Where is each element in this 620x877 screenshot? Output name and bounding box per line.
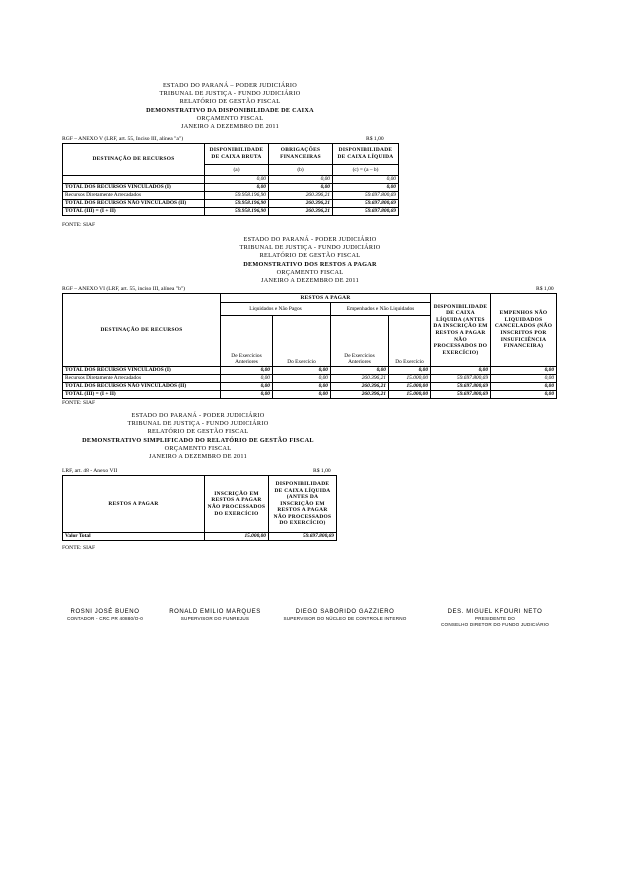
cell-value: 0,00 [221, 383, 273, 391]
cell-value: 0,00 [331, 367, 389, 375]
col-header-cancelled: EMPENHOS NÃO LIQUIDADOS CANCELADOS (NÃO INSCRITOS POR INSUFICIÊNCIA FINANCEIRA) [491, 294, 557, 367]
cell-value: 0,00 [273, 383, 331, 391]
report-header-payables [200, 236, 420, 285]
cell-value: 260.396,21 [269, 200, 333, 208]
report-header-simplified [78, 412, 318, 461]
cash-availability-table [62, 143, 399, 216]
header-line: ORÇAMENTO FISCAL [196, 114, 264, 122]
header-line: RELATÓRIO DE GESTÃO FISCAL [179, 98, 281, 106]
report-header-cash [120, 82, 340, 131]
cell-value: 0,00 [491, 391, 557, 399]
signature-president [425, 608, 565, 628]
header-line: ESTADO DO PARANÁ - PODER JUDICIÁRIO [131, 412, 265, 419]
col-header-net-cash: DISPONIBILIDADE DE CAIXA LÍQUIDA (ANTES DA INSCRIÇÃO EM RESTOS A PAGAR NÃO PROCESSADOS DO EXERCÍCIO) [269, 476, 337, 533]
table-header-row [63, 476, 337, 533]
row-label: Valor Total [63, 533, 205, 541]
cell-value: 260.396,21 [331, 383, 389, 391]
cell-value: 0,00 [431, 367, 491, 375]
cell-value: 59.697.800,69 [333, 200, 399, 208]
col-sub-a: (a) [205, 165, 269, 176]
table-row [63, 383, 557, 391]
cell-value: 15.000,00 [205, 533, 269, 541]
header-line: RELATÓRIO DE GESTÃO FISCAL [259, 252, 361, 260]
table-row [63, 533, 337, 541]
table-row [63, 200, 399, 208]
signatory-name: ROSNI JOSÉ BUENO [70, 609, 140, 615]
table1-reference: RGF – ANEXO V (LRF, art. 55, Inciso III, alínea "a") [62, 136, 184, 142]
table-row [63, 192, 399, 200]
col-header-gross-cash: DISPONIBILIDADE DE CAIXA BRUTA [205, 144, 269, 165]
cell-value: 0,00 [333, 176, 399, 184]
row-label: TOTAL DOS RECURSOS NÃO VINCULADOS (II) [63, 200, 205, 208]
table3-reference: LRF, art. 48 - Anexo VII [62, 468, 118, 474]
signatory-role: CONTADOR - CRC PR 40880/O-0 [66, 616, 144, 621]
signatory-name: DES. MIGUEL KFOURI NETO [447, 609, 543, 615]
cell-value: 260.396,21 [331, 391, 389, 399]
cell-value: 59.958.196,90 [205, 208, 269, 216]
cell-value: 59.958.196,90 [205, 192, 269, 200]
row-label: TOTAL (III) = (I + II) [63, 208, 205, 216]
header-line: ESTADO DO PARANÁ - PODER JUDICIÁRIO [243, 236, 377, 243]
cell-value: 0,00 [491, 367, 557, 375]
signatory-role: SUPERVISOR DO NÚCLEO DE CONTROLE INTERNO [283, 616, 407, 621]
header-line: TRIBUNAL DE JUSTIÇA - FUNDO JUDICIÁRIO [127, 420, 269, 428]
col-header-current-year: Do Exercício [389, 316, 431, 367]
cell-value: 0,00 [491, 375, 557, 383]
table2-currency: R$ 1,00 [536, 286, 554, 292]
header-title: DEMONSTRATIVO DOS RESTOS A PAGAR [243, 260, 377, 268]
cell-value: 59.697.800,69 [333, 192, 399, 200]
col-header-obligations: OBRIGAÇÕES FINANCEIRAS [269, 144, 333, 165]
header-line: ESTADO DO PARANÁ – PODER JUDICIÁRIO [162, 82, 298, 89]
col-header-current-year: Do Exercício [273, 316, 331, 367]
source-note: FONTE: SIAF [62, 222, 96, 228]
signature-internal-control [270, 608, 420, 622]
table3-currency: R$ 1,00 [313, 468, 331, 474]
signatory-role: SUPERVISOR DO FUNREJUS [180, 616, 250, 621]
signatory-role: PRESIDENTE DO [474, 616, 516, 621]
cell-value: 0,00 [273, 391, 331, 399]
signature-supervisor [160, 608, 270, 622]
header-line: JANEIRO A DEZEMBRO DE 2011 [261, 277, 359, 285]
source-note: FONTE: SIAF [62, 545, 96, 551]
table-row [63, 184, 399, 192]
col-header-net-cash: DISPONIBILIDADE DE CAIXA LÍQUIDA (ANTES DA INSCRIÇÃO EM RESTOS A PAGAR NÃO PROCESSADOS DO EXERCÍCIO) [431, 294, 491, 367]
col-header-registration: INSCRIÇÃO EM RESTOS A PAGAR NÃO PROCESSADOS DO EXERCÍCIO [205, 476, 269, 533]
table1-currency: R$ 1,00 [366, 136, 384, 142]
row-label [63, 176, 205, 184]
cell-value: 0,00 [273, 375, 331, 383]
table-row [63, 176, 399, 184]
cell-value: 0,00 [269, 184, 333, 192]
header-line: JANEIRO A DEZEMBRO DE 2011 [181, 123, 279, 131]
table-row [63, 391, 557, 399]
signatory-name: DIEGO SABORIDO GAZZIERO [295, 609, 395, 615]
table-header-row [63, 144, 399, 165]
cell-value: 0,00 [221, 367, 273, 375]
table-row [63, 367, 557, 375]
col-sub-b: (b) [269, 165, 333, 176]
header-line: JANEIRO A DEZEMBRO DE 2011 [149, 453, 247, 461]
table-header-row [63, 294, 557, 303]
header-line: RELATÓRIO DE GESTÃO FISCAL [147, 428, 249, 436]
cell-value: 0,00 [269, 176, 333, 184]
col-header-destination: DESTINAÇÃO DE RECURSOS [63, 294, 221, 367]
table-row [63, 375, 557, 383]
row-label: Recursos Diretamente Arrecadados [63, 192, 205, 200]
row-label: TOTAL DOS RECURSOS NÃO VINCULADOS (II) [63, 383, 221, 391]
cell-value: 59.697.800,69 [431, 375, 491, 383]
header-line: ORÇAMENTO FISCAL [276, 268, 344, 276]
header-line: TRIBUNAL DE JUSTIÇA - FUNDO JUDICIÁRIO [159, 90, 301, 98]
header-line: TRIBUNAL DE JUSTIÇA - FUNDO JUDICIÁRIO [239, 244, 381, 252]
row-label: TOTAL DOS RECURSOS VINCULADOS (I) [63, 367, 221, 375]
cell-value: 0,00 [221, 375, 273, 383]
cell-value: 15.000,00 [389, 391, 431, 399]
cell-value: 0,00 [273, 367, 331, 375]
col-header-payables: RESTOS A PAGAR [63, 476, 205, 533]
cell-value: 59.697.800,69 [431, 391, 491, 399]
signature-accountant [50, 608, 160, 622]
header-line: ORÇAMENTO FISCAL [164, 444, 232, 452]
cell-value: 59.958.196,90 [205, 200, 269, 208]
cell-value: 260.396,21 [269, 192, 333, 200]
cell-value: 260.396,21 [331, 375, 389, 383]
cell-value: 59.697.800,69 [431, 383, 491, 391]
row-label: Recursos Diretamente Arrecadados [63, 375, 221, 383]
cell-value: 0,00 [205, 184, 269, 192]
col-header-destination: DESTINAÇÃO DE RECURSOS [63, 144, 205, 176]
table-row [63, 208, 399, 216]
cell-value: 15.000,00 [389, 375, 431, 383]
signatory-name: RONALD EMILIO MARQUES [169, 609, 261, 615]
cell-value: 0,00 [221, 391, 273, 399]
signatory-role: CONSELHO DIRETOR DO FUNDO JUDICIÁRIO [441, 622, 549, 627]
row-label: TOTAL (III) = (I + II) [63, 391, 221, 399]
col-header-committed: Empenhados e Não Liquidados [331, 303, 431, 316]
row-label: TOTAL DOS RECURSOS VINCULADOS (I) [63, 184, 205, 192]
payables-table [62, 293, 557, 399]
cell-value: 0,00 [491, 383, 557, 391]
col-header-net-cash: DISPONIBILIDADE DE CAIXA LÍQUIDA [333, 144, 399, 165]
cell-value: 260.396,21 [269, 208, 333, 216]
cell-value: 59.697.800,69 [269, 533, 337, 541]
source-note: FONTE: SIAF [62, 400, 96, 406]
col-sub-c: (c) = (a – b) [333, 165, 399, 176]
col-header-liquidated: Liquidados e Não Pagos [221, 303, 331, 316]
cell-value: 0,00 [389, 367, 431, 375]
header-title: DEMONSTRATIVO SIMPLIFICADO DO RELATÓRIO DE GESTÃO FISCAL [82, 436, 314, 444]
cell-value: 15.000,00 [389, 383, 431, 391]
cell-value: 59.697.800,69 [333, 208, 399, 216]
col-header-payables: RESTOS A PAGAR [221, 294, 431, 303]
table2-reference: RGF – ANEXO VI (LRF, art. 55, inciso III, alínea "b") [62, 286, 186, 292]
header-title: DEMONSTRATIVO DA DISPONIBILIDADE DE CAIXA [146, 106, 314, 114]
col-header-prior-years: De Exercícios Anteriores [331, 316, 389, 367]
simplified-table [62, 475, 337, 541]
col-header-prior-years: De Exercícios Anteriores [221, 316, 273, 367]
cell-value: 0,00 [333, 184, 399, 192]
cell-value: 0,00 [205, 176, 269, 184]
